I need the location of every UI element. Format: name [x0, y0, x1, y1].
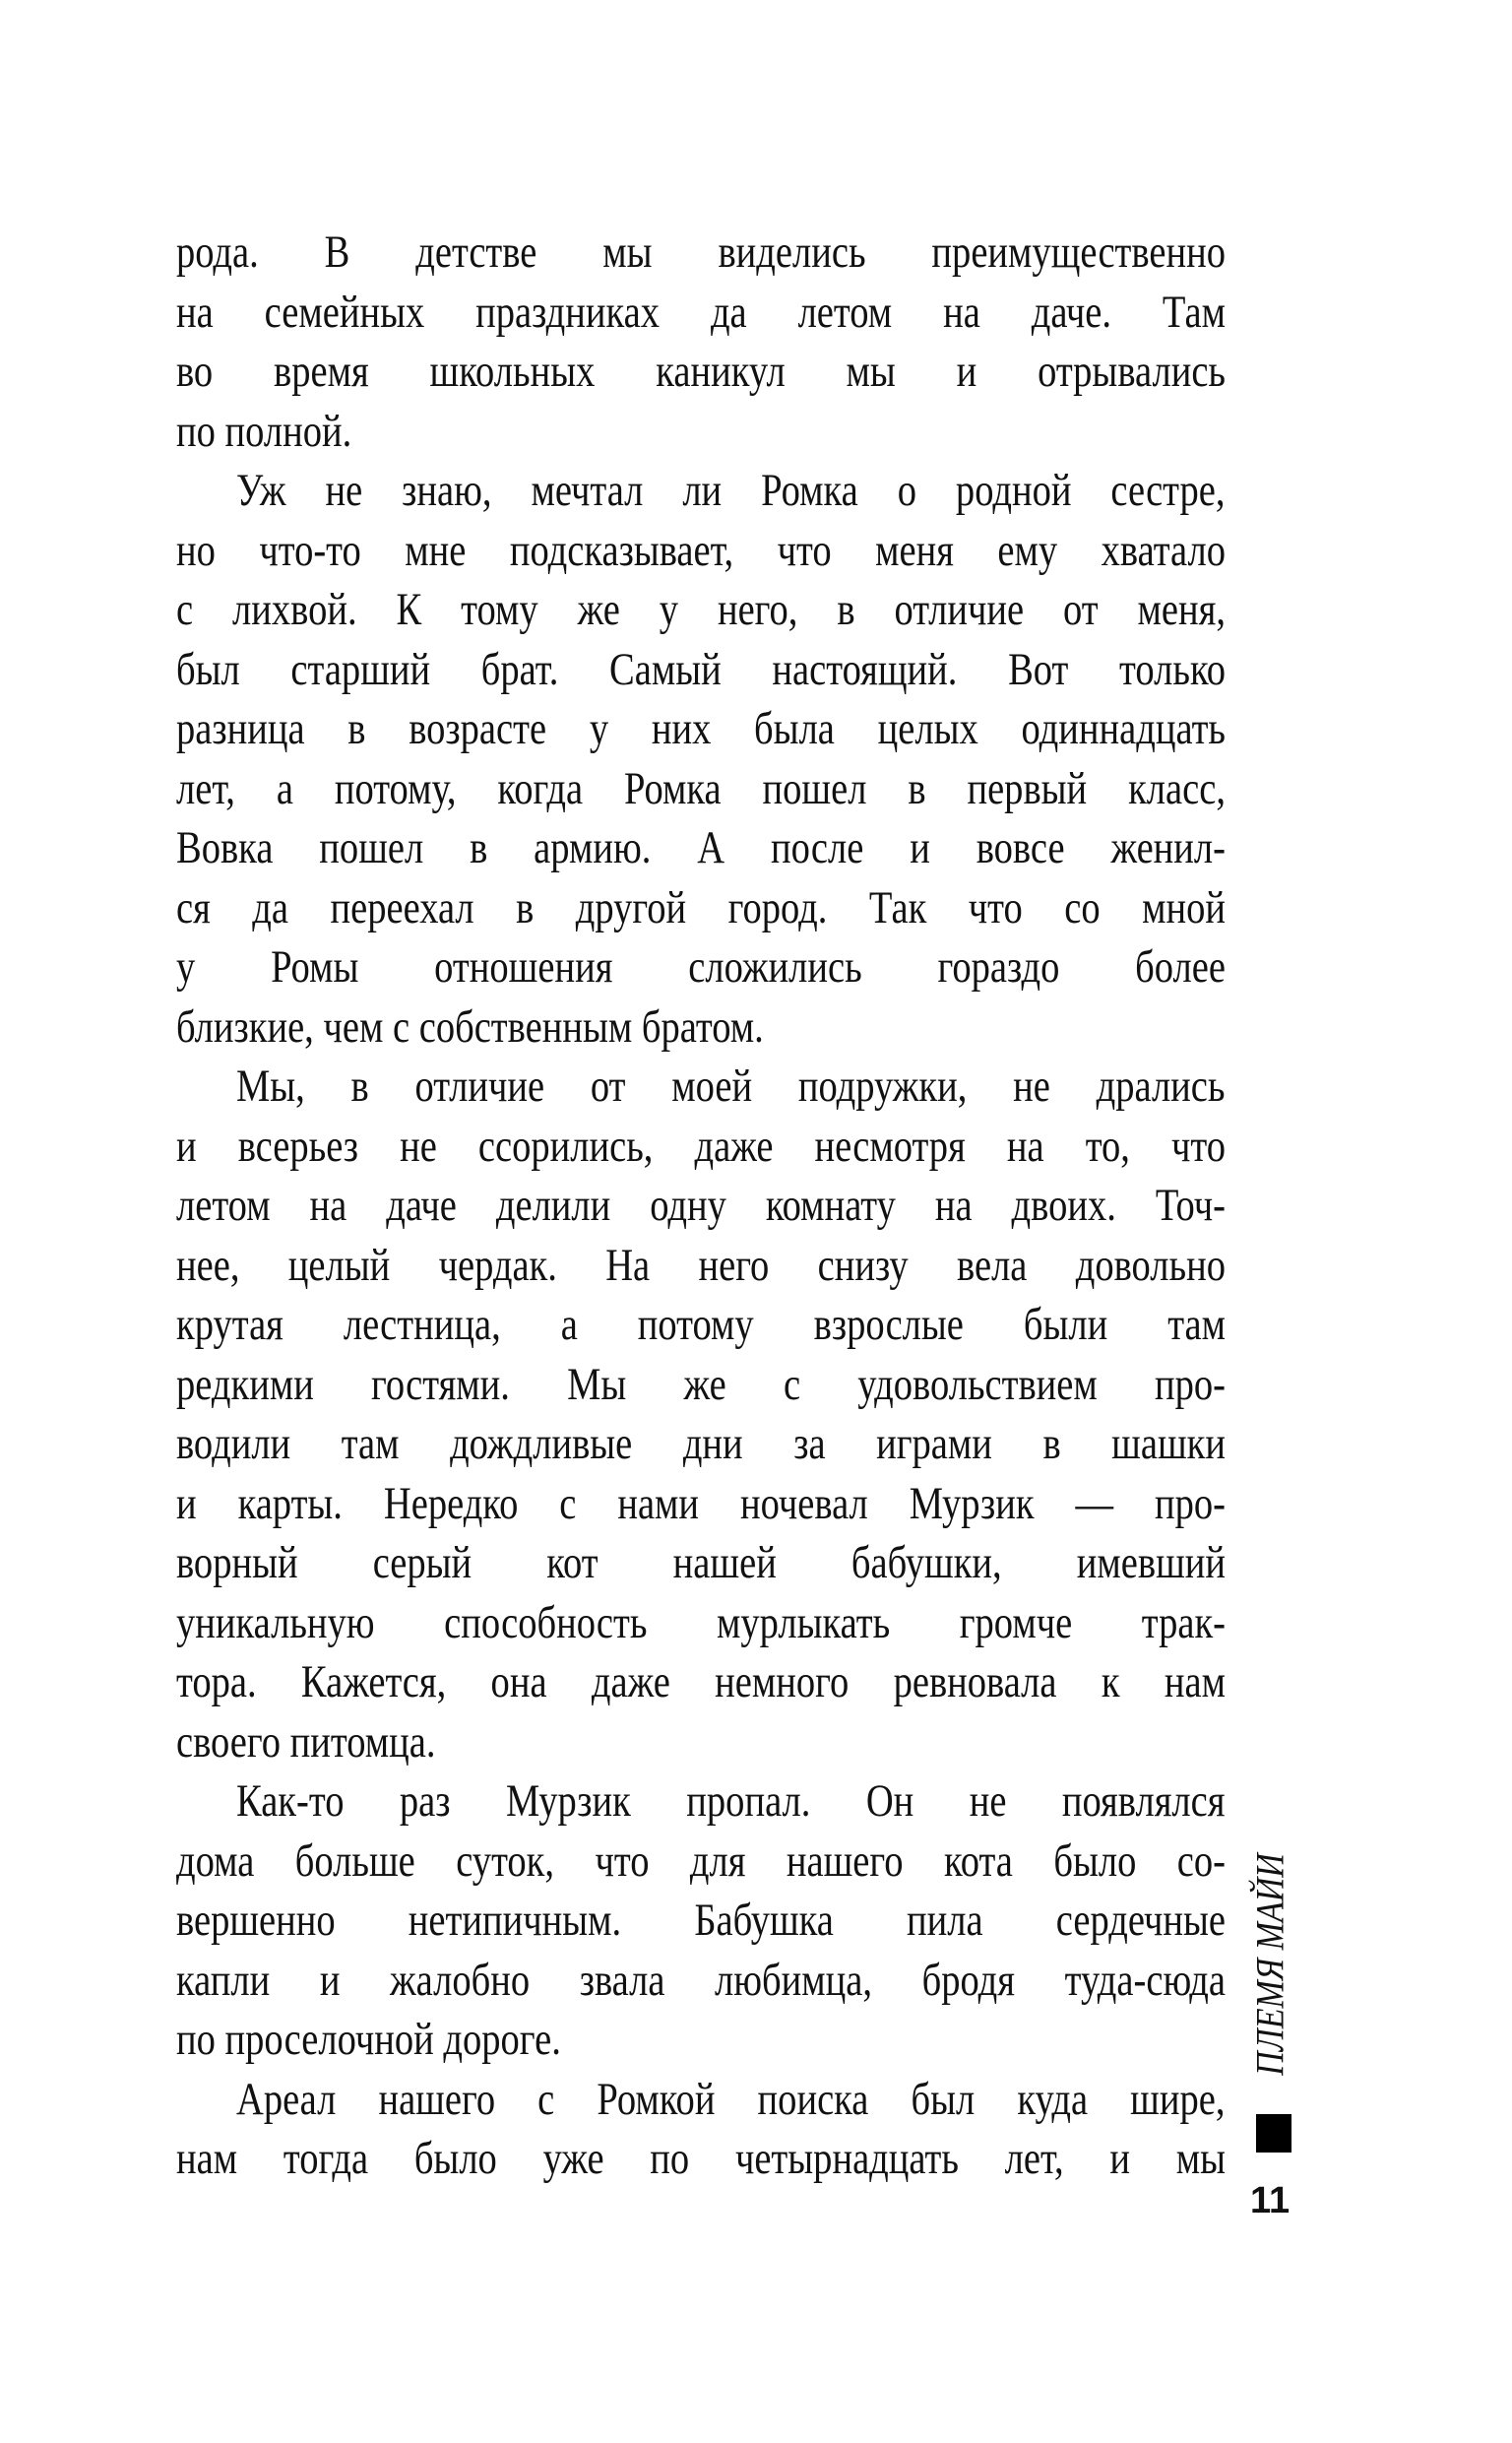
text-line [176, 1414, 1226, 1474]
text-line-content: с лихвой. К тому же у него, в отличие от меня, [176, 584, 1226, 635]
text-line-content: капли и жалобно звала любимца, бродя туда-сюда [176, 1954, 1226, 2006]
text-line-content: ворный серый кот нашей бабушки, имевший [176, 1537, 1226, 1588]
text-line [176, 1355, 1226, 1415]
text-line-content: по полной. [176, 405, 352, 457]
text-line [176, 1236, 1226, 1296]
text-line [176, 1057, 1226, 1117]
text-line-content: был старший брат. Самый настоящий. Вот только [176, 643, 1226, 695]
text-line [176, 1474, 1226, 1534]
text-line [176, 937, 1226, 997]
text-line-content: водили там дождливые дни за играми в шашки [176, 1418, 1226, 1469]
text-line [176, 580, 1226, 640]
text-line [176, 1891, 1226, 1951]
text-line-content: Ареал нашего с Ромкой поиска был куда шире, [236, 2073, 1226, 2125]
text-line-content: и всерьез не ссорились, даже несмотря на то, что [176, 1120, 1226, 1172]
text-line-content: редкими гостями. Мы же с удовольствием про- [176, 1358, 1226, 1410]
running-title-text: ПЛЕМЯ МАЙИ [1247, 1853, 1292, 2076]
text-line [176, 1712, 1226, 1772]
text-line-content: уникальную способность мурлыкать громче трак- [176, 1596, 1226, 1648]
page-number: 11 [1250, 2180, 1291, 2221]
text-line [176, 402, 1226, 462]
text-line [176, 1295, 1226, 1355]
text-line-content: близкие, чем с собственным братом. [176, 1000, 764, 1053]
section-marker-square [1256, 2114, 1292, 2153]
text-line [176, 1117, 1226, 1177]
text-line [176, 2129, 1226, 2189]
text-line-content: ся да переехал в другой город. Так что со мной [176, 881, 1226, 933]
text-line [176, 521, 1226, 581]
text-line [176, 699, 1226, 759]
text-line [176, 818, 1226, 878]
text-line-content: на семейных праздниках да летом на даче. Там [176, 286, 1226, 338]
text-line [176, 1533, 1226, 1593]
text-line [176, 1652, 1226, 1712]
text-line [176, 2010, 1226, 2070]
text-line-content: по проселочной дороге. [176, 2014, 561, 2065]
text-line-content: лет, а потому, когда Ромка пошел в первый класс, [176, 762, 1226, 814]
text-line-content: у Ромы отношения сложились гораздо более [176, 941, 1226, 993]
text-line-content: Как-то раз Мурзик пропал. Он не появлялся [236, 1775, 1226, 1827]
text-line-content: рода. В детстве мы виделись преимущественно [176, 226, 1226, 278]
text-line-content: Уж не знаю, мечтал ли Ромка о родной сестре, [236, 465, 1226, 516]
text-line [176, 759, 1226, 819]
text-line [176, 283, 1226, 343]
text-line-content: летом на даче делили одну комнату на двоих. Точ- [176, 1180, 1226, 1231]
text-line [176, 1176, 1226, 1236]
running-title [1247, 1833, 1293, 2095]
body-text [176, 223, 1226, 2189]
text-line [176, 1593, 1226, 1653]
text-line [176, 1951, 1226, 2011]
text-line [176, 342, 1226, 402]
text-line-content: и карты. Нередко с нами ночевал Мурзик — про- [176, 1477, 1226, 1529]
text-line [176, 1832, 1226, 1892]
text-line [176, 223, 1226, 283]
text-line-content: своего питомца. [176, 1715, 436, 1768]
text-line [176, 640, 1226, 700]
text-line-content: нам тогда было уже по четырнадцать лет, и мы [176, 2133, 1226, 2184]
text-line-content: тора. Кажется, она даже немного ревновала к нам [176, 1656, 1226, 1707]
text-line [176, 997, 1226, 1058]
text-line [176, 1771, 1226, 1832]
text-line-content: но что-то мне подсказывает, что меня ему хватало [176, 524, 1226, 576]
text-line-content: крутая лестница, а потому взрослые были там [176, 1299, 1226, 1350]
text-line-content: вершенно нетипичным. Бабушка пила сердечные [176, 1895, 1226, 1946]
text-line-content: во время школьных каникул мы и отрывались [176, 346, 1226, 397]
text-line-content: Мы, в отличие от моей подружки, не дрались [236, 1061, 1226, 1112]
text-line [176, 878, 1226, 938]
text-line-content: нее, целый чердак. На него снизу вела довольно [176, 1239, 1226, 1291]
text-line-content: Вовка пошел в армию. А после и вовсе женил- [176, 822, 1226, 873]
text-line-content: дома больше суток, что для нашего кота было со- [176, 1834, 1226, 1887]
text-line [176, 2070, 1226, 2130]
text-line-content: разница в возрасте у них была целых одиннадцать [176, 703, 1226, 754]
text-line [176, 461, 1226, 521]
